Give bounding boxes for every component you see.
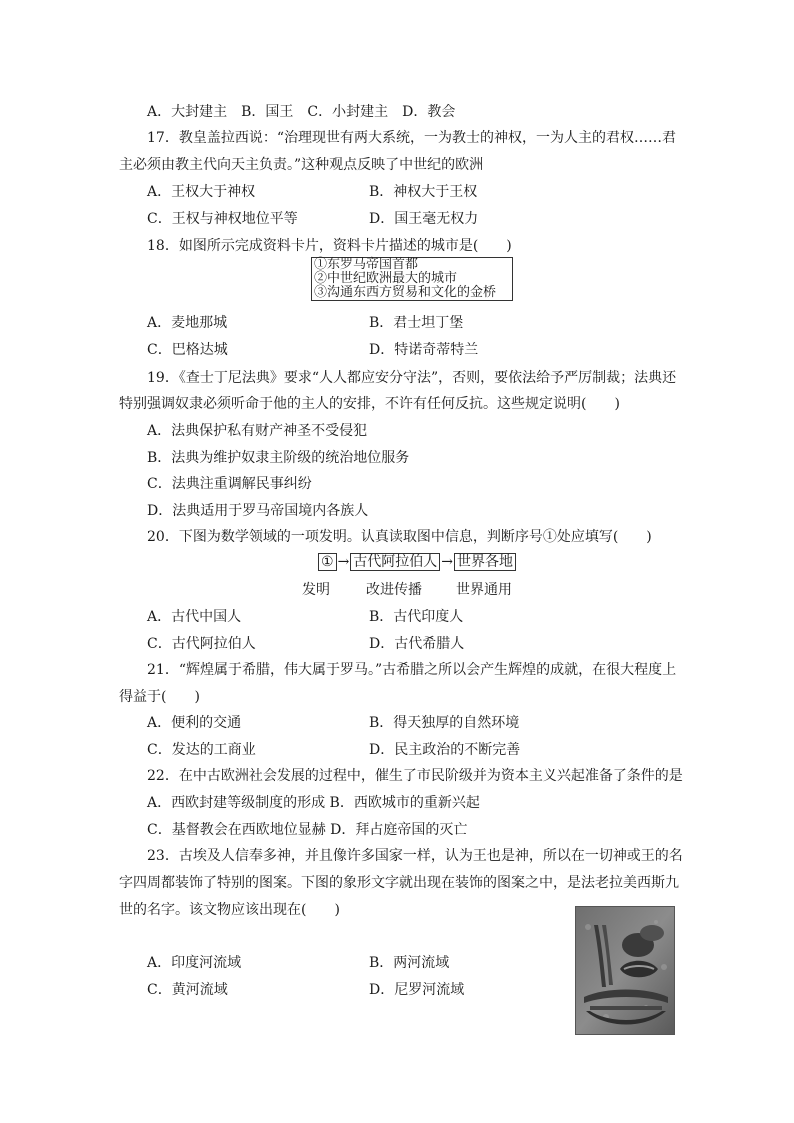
q20-flow-label-1: 发明 xyxy=(302,582,330,598)
q17-option-c: C．王权与神权地位平等 xyxy=(147,211,298,227)
q22-stem: 22．在中古欧洲社会发展的过程中，催生了市民阶级并为资本主义兴起准备了条件的是 xyxy=(147,768,683,784)
q17-stem-line2: 主必须由教主代向天主负责。”这种观点反映了中世纪的欧洲 xyxy=(119,157,484,173)
q23-stem-line3: 世的名字。该文物应该出现在( ) xyxy=(119,902,340,918)
q17-option-a: A．王权大于神权 xyxy=(147,184,256,200)
q21-stem-line1: 21．“辉煌属于希腊，伟大属于罗马。”古希腊之所以会产生辉煌的成就，在很大程度上 xyxy=(147,662,677,678)
q18-option-b: B．君士坦丁堡 xyxy=(369,315,464,331)
q18-card-line-2: ②中世纪欧洲最大的城市 xyxy=(314,271,458,286)
q19-stem-line1: 19．《查士丁尼法典》要求“人人都应安分守法”，否则，要依法给予严厉制裁；法典还 xyxy=(147,370,677,386)
q21-stem-line2: 得益于( ) xyxy=(119,689,200,705)
q20-stem: 20．下图为数学领域的一项发明。认真读取图中信息，判断序号①处应填写( ) xyxy=(147,529,652,545)
q20-flow-box-3: 世界各地 xyxy=(454,553,516,571)
q20-flow-label-2: 改进传播 xyxy=(366,582,422,598)
q17-option-b: B．神权大于王权 xyxy=(369,184,478,200)
q22-options-cd: C．基督教会在西欧地位显赫 D．拜占庭帝国的灭亡 xyxy=(147,822,468,838)
q21-option-c: C．发达的工商业 xyxy=(147,742,256,758)
q23-option-d: D．尼罗河流域 xyxy=(369,982,465,998)
hieroglyph-relief-image xyxy=(575,906,675,1035)
q22-options-ab: A．西欧封建等级制度的形成 B．西欧城市的重新兴起 xyxy=(147,795,480,811)
q23-stem-line1: 23．古埃及人信奉多神，并且像许多国家一样，认为王也是神，所以在一切神或王的名 xyxy=(147,848,683,864)
q18-card-line-3: ③沟通东西方贸易和文化的金桥 xyxy=(314,285,497,300)
q20-option-b: B．古代印度人 xyxy=(369,609,464,625)
q17-stem-line1: 17．教皇盖拉西说：“治理现世有两大系统，一为教士的神权，一为人主的君权……君 xyxy=(147,130,676,146)
q23-option-a: A．印度河流域 xyxy=(147,955,242,971)
q18-option-c: C．巴格达城 xyxy=(147,342,228,358)
q20-option-a: A．古代中国人 xyxy=(147,609,242,625)
q19-option-a: A．法典保护私有财产神圣不受侵犯 xyxy=(147,423,368,439)
q23-stem-line2: 字四周都装饰了特别的图案。下图的象形文字就出现在装饰的图案之中，是法老拉美西斯九 xyxy=(119,875,679,891)
q19-option-c: C．法典注重调解民事纠纷 xyxy=(147,476,312,492)
arrow-right-icon: → xyxy=(441,554,454,570)
q20-option-d: D．古代希腊人 xyxy=(369,636,465,652)
q19-option-d: D．法典适用于罗马帝国境内各族人 xyxy=(147,503,369,519)
q21-option-d: D．民主政治的不断完善 xyxy=(369,742,521,758)
q21-option-a: A．便利的交通 xyxy=(147,715,242,731)
q20-flow-box-2: 古代阿拉伯人 xyxy=(350,553,440,571)
q20-flow-diagram xyxy=(318,553,516,571)
q18-info-card xyxy=(311,257,513,301)
q18-option-a: A．麦地那城 xyxy=(147,315,228,331)
q23-option-c: C．黄河流域 xyxy=(147,982,228,998)
q20-flow-label-3: 世界通用 xyxy=(456,582,512,598)
q19-stem-line2: 特别强调奴隶必须听命于他的主人的安排，不许有任何反抗。这些规定说明( ) xyxy=(119,396,620,412)
q19-option-b: B．法典为维护奴隶主阶级的统治地位服务 xyxy=(147,450,410,466)
q21-option-b: B．得天独厚的自然环境 xyxy=(369,715,520,731)
q23-option-b: B．两河流域 xyxy=(369,955,450,971)
q18-card-line-1: ①东罗马帝国首都 xyxy=(314,257,419,272)
q17-option-d: D．国王毫无权力 xyxy=(369,211,479,227)
q20-option-c: C．古代阿拉伯人 xyxy=(147,636,256,652)
q18-stem: 18．如图所示完成资料卡片，资料卡片描述的城市是( ) xyxy=(147,238,512,254)
q20-flow-box-1: ① xyxy=(318,553,337,571)
hieroglyph-relief-icon xyxy=(576,907,674,1034)
q18-option-d: D．特诺奇蒂特兰 xyxy=(369,342,479,358)
q16-options: A．大封建主 B．国王 C．小封建主 D．教会 xyxy=(147,104,456,120)
arrow-right-icon: → xyxy=(337,554,350,570)
